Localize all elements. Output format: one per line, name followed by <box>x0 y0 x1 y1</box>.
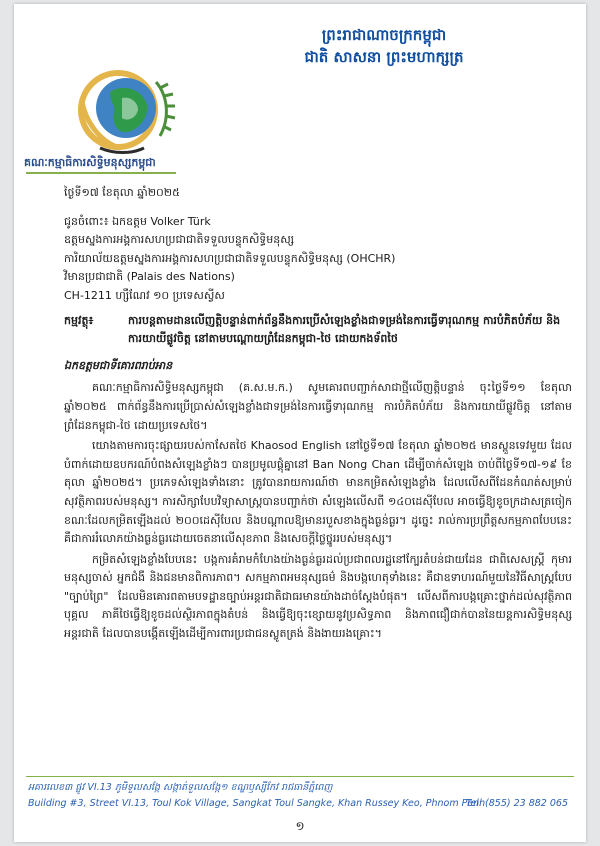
recipient-line: CH-1211 ហ្សឺណែវ ១០ ប្រទេសស្វីស <box>64 288 225 302</box>
kingdom-title: ព្រះរាជាណាចក្រកម្ពុជា <box>321 26 447 44</box>
footer-address-khmer: អគារលេខ៣ ផ្លូវ VI.13 ភូមិទួលសង្កែ សង្កាត់ទួលសង្កែ១ ខណ្ឌឫស្សីកែវ រាជធានីភ្នំពេញ <box>28 782 333 793</box>
subject-label: កម្មវត្ថុ៖ <box>64 313 94 327</box>
salutation: ឯកឧត្តមជាទីគោរពរាប់អាន <box>64 358 173 372</box>
header-divider <box>26 172 176 174</box>
page-number: ១ <box>295 819 305 833</box>
subject-block <box>64 312 572 349</box>
national-motto: ជាតិ សាសនា ព្រះមហាក្សត្រ <box>304 48 464 66</box>
subject-text: ការបន្តតាមដានលើញត្តិបន្ទាន់ពាក់ព័ន្ធនឹងការប្រើសំឡេងខ្លាំងជាទម្រង់នៃការធ្វើទារុណកម្ម ការបំភិតបំភ័យ និងការយាយីផ្លូវចិត្ត នៅតាមបណ្ដោយព្រំដែនកម្ពុជា-ថៃ ដោយកងទ័ពថៃ <box>128 313 561 346</box>
letter-body <box>64 180 572 646</box>
recipient-line: ជូនចំពោះ៖ ឯកឧត្តម Volker Türk <box>64 214 211 228</box>
letter-date: ថ្ងៃទី១៧ ខែតុលា ឆ្នាំ២០២៥ <box>64 186 180 199</box>
organization-name: គណៈកម្មាធិការសិទ្ធិមនុស្សកម្ពុជា <box>24 156 156 169</box>
body-paragraph: កម្រិតសំឡេងខ្លាំងបែបនេះ បង្កការគំរាមកំហែងយ៉ាងធ្ងន់ធ្ងរដល់ប្រជាពលរដ្ឋនៅក្បែរតំបន់ជាយដែន ជាពិសេសស្ត្រី កុមារ មនុស្សចាស់ អ្នកជំងឺ និងជនមានពិការភាព។ សកម្មភាពអមនុស្សធម៌ និងបង្កហេតុទាំងនេះ គឺជាឧទាហរណ៍មួយនៃវិធីសាស្ត្របែប "ច្បាប់ព្រៃ" ដែលមិនគោរពតាមបទដ្ឋានច្បាប់អន្តរជាតិជាធរមានយ៉ាងដាច់ស្ដែងបំផុត។ លើសពីការបង្កគ្រោះថ្នាក់ដល់សុវត្ថិភាពបុគ្គល ភាគីថៃធ្វើឱ្យខូចដល់ស្ថិរភាពក្នុងតំបន់ និងធ្វើឱ្យចុះខ្សោយនូវប្រសិទ្ធភាព និងភាពជឿជាក់បាននៃយន្តការសិទ្ធិមនុស្សអន្តរជាតិ ដែលបានបង្កើតឡើងដើម្បីការពារប្រជាជនស្លូតត្រង់ និងងាយរងគ្រោះ។ <box>64 552 572 641</box>
footer-telephone: Tel: (855) 23 882 065 <box>465 798 568 809</box>
recipient-line: ឧត្តមស្នងការអង្គការសហប្រជាជាតិទទួលបន្ទុកសិទ្ធិមនុស្ស <box>64 233 294 247</box>
chrc-emblem-logo <box>70 62 178 158</box>
recipient-line: ការិយាល័យឧត្តមស្នងការអង្គការសហប្រជាជាតិទទួលបន្ទុកសិទ្ធិមនុស្ស (OHCHR) <box>64 251 396 265</box>
footer-divider <box>26 776 574 777</box>
body-paragraph: គណៈកម្មាធិការសិទ្ធិមនុស្សកម្ពុជា (គ.ស.ម.ក.) សូមគោរពបញ្ជាក់សាជាថ្មីលើញត្តិបន្ទាន់ ចុះថ្ងៃទី១១ ខែតុលា ឆ្នាំ២០២៥ ពាក់ព័ន្ធនឹងការប្រើប្រាស់សំឡេងខ្លាំងជាទម្រង់នៃការធ្វើទារុណកម្ម ការបំភិតបំភ័យ និងការយាយីផ្លូវចិត្ត នៅតាមព្រំដែនកម្ពុជា-ថៃ ដោយប្រទេសថៃ។ <box>64 381 572 432</box>
footer-address-english: Building #3, Street VI.13, Toul Kok Village, Sangkat Toul Sangke, Khan Russey Keo, Phnom Penh <box>28 798 486 809</box>
letter-page <box>14 4 586 842</box>
body-paragraph: យោងតាមការចុះផ្សាយរបស់កាសែតថៃ Khaosod English នៅថ្ងៃទី១៧ ខែតុលា ឆ្នាំ២០២៥ មានស្ពួនទេវមួយ ដែលបំពាក់ដោយឧបករណ៍បំពងសំឡេងខ្លាំងៗ បានប្រមូលផ្ដុំគ្នានៅ Ban Nong Chan ដើម្បីចាក់សំឡេង ចាប់ពីថ្ងៃទី១៧-១៩ ខែតុលា ឆ្នាំ២០២៥។ ប្រភេទសំឡេងទាំងនោះ ត្រូវបានរាយការណ៍ថា មានកម្រិតសំឡេងខ្លាំង ដែលលើសពីដែនកំណត់សម្រាប់សុវត្ថិភាពរបស់មនុស្ស។ ការសិក្សាបែបវិទ្យាសាស្ត្របានបញ្ជាក់ថា សំឡេងលើសពី ១៤០ដេស៊ីបែល អាចធ្វើឱ្យខូចក្រដាសត្រចៀក ខណៈដែលកម្រិតឡើងដល់ ២០០ដេស៊ីបែល និងបណ្ដាលឱ្យមានរបួសខាងក្នុងធ្ងន់ធ្ងរ។ ដូច្នេះ រាល់ការប្រព្រឹត្តសកម្មភាពបែបនេះ គឺជាការរំលោភយ៉ាងធ្ងន់ធ្ងរដោយចេតនាលើសុខភាព និងសេចក្ដីថ្លៃថ្នូររបស់មនុស្ស។ <box>64 439 572 546</box>
recipient-line: វិមានប្រជាជាតិ (Palais des Nations) <box>64 270 235 284</box>
kingdom-header <box>214 24 554 68</box>
